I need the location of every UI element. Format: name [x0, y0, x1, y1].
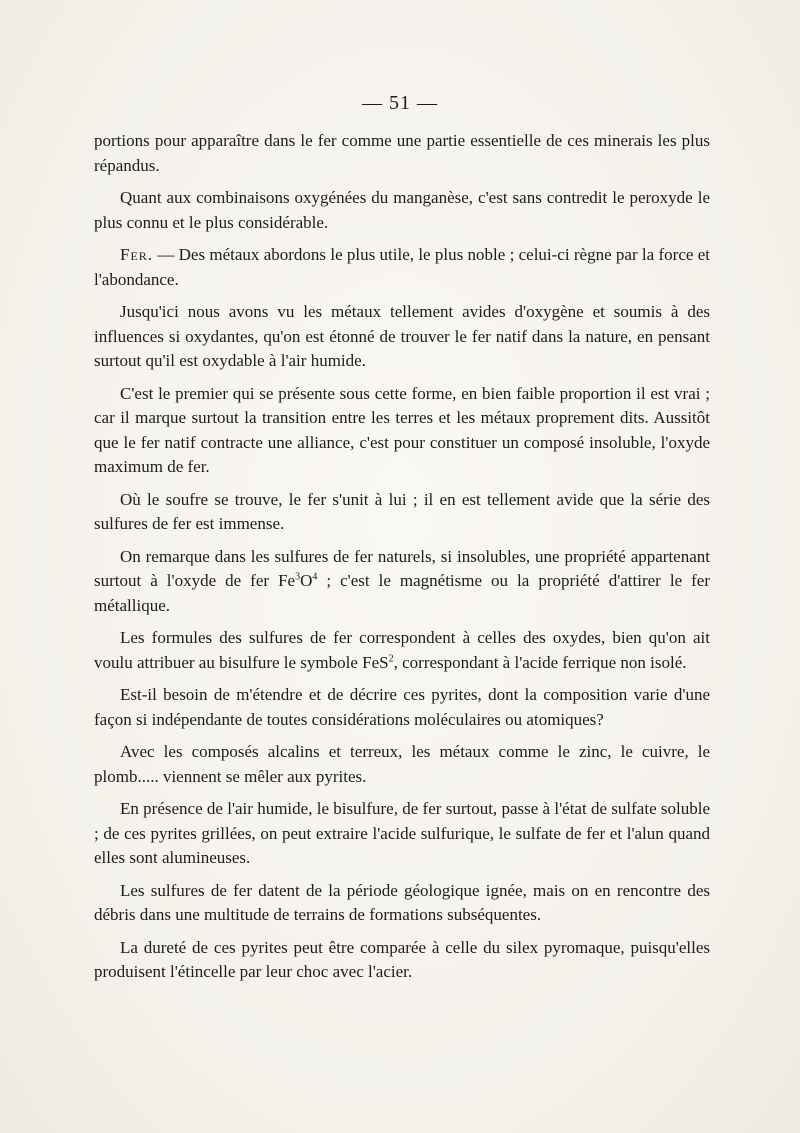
paragraph-native-iron: Jusqu'ici nous avons vu les métaux tellement avides d'oxygène et soumis à des influences si oxydantes, qu'on est étonné de trouver le fer natif dans la nature, en pensant surtout qu'il est oxydable à l'air humide.: [94, 302, 710, 370]
formula-superscript: 3: [295, 571, 301, 583]
paragraph-manganese-oxide: Quant aux combinaisons oxygénées du manganèse, c'est sans contredit le peroxyde le plus connu et le plus considérable.: [94, 188, 710, 232]
paragraph-hardness: La dureté de ces pyrites peut être comparée à celle du silex pyromaque, puisqu'elles produisent l'étincelle par leur choc avec l'acier.: [94, 937, 710, 981]
body-text: [94, 129, 710, 993]
formula-superscript: 2: [388, 652, 394, 664]
section-heading-fer: Fer.: [120, 245, 154, 264]
paragraph-fer-intro: [94, 243, 710, 292]
formulas-text-a: Les formules des sulfures de fer correspondent à celles des oxydes, bien qu'on ait voulu attribuer au bisulfure le symbole FeS: [94, 628, 710, 672]
paragraph-first-form: C'est le premier qui se présente sous cette forme, en bien faible proportion il est vrai ; car il marque surtout la transition entre les terres et les métaux proprement dits. Aussitôt que le fer natif contracte une alliance, c'est pour constituer un composé insoluble, l'oxyde maximum de fer.: [94, 383, 710, 476]
paragraph-geology: Les sulfures de fer datent de la période géologique ignée, mais on en rencontre des débris dans une multitude de terrains de formations subséquentes.: [94, 880, 710, 924]
magnetism-text-c: ; c'est le magnétisme ou la propriété d'attirer le fer métallique.: [94, 571, 711, 615]
page-number: — 51 —: [362, 92, 438, 114]
paragraph-fer-intro-text: — Des métaux abordons le plus utile, le plus noble ; celui-ci règne par la force et l'abondance.: [94, 245, 710, 289]
paragraph-humid-air: En présence de l'air humide, le bisulfure, de fer surtout, passe à l'état de sulfate soluble ; de ces pyrites grillées, on peut extraire l'acide sulfurique, le sulfate de fer et l'alun quand elles sont alumineuses.: [94, 799, 710, 867]
magnetism-text-b: O: [300, 571, 313, 590]
paragraph-magnetism: [94, 545, 710, 619]
paragraph-pyrites: Est-il besoin de m'étendre et de décrire ces pyrites, dont la composition varie d'une façon si indépendante de toutes considérations moléculaires ou atomiques?: [94, 685, 710, 729]
paragraph-sulfur: Où le soufre se trouve, le fer s'unit à lui ; il en est tellement avide que la série des sulfures de fer est immense.: [94, 489, 710, 533]
paragraph-continuation: portions pour apparaître dans le fer comme une partie essentielle de ces minerais les plus répandus.: [94, 131, 710, 175]
formula-superscript: 4: [312, 571, 318, 583]
formulas-text-b: , correspondant à l'acide ferrique non isolé.: [393, 652, 687, 672]
paragraph-formulas: [94, 626, 710, 675]
magnetism-text-a: On remarque dans les sulfures de fer naturels, si insolubles, une propriété appartenant surtout à l'oxyde de fer Fe: [94, 546, 710, 590]
paragraph-alkaline: Avec les composés alcalins et terreux, les métaux comme le zinc, le cuivre, le plomb..... viennent se mêler aux pyrites.: [94, 742, 710, 786]
